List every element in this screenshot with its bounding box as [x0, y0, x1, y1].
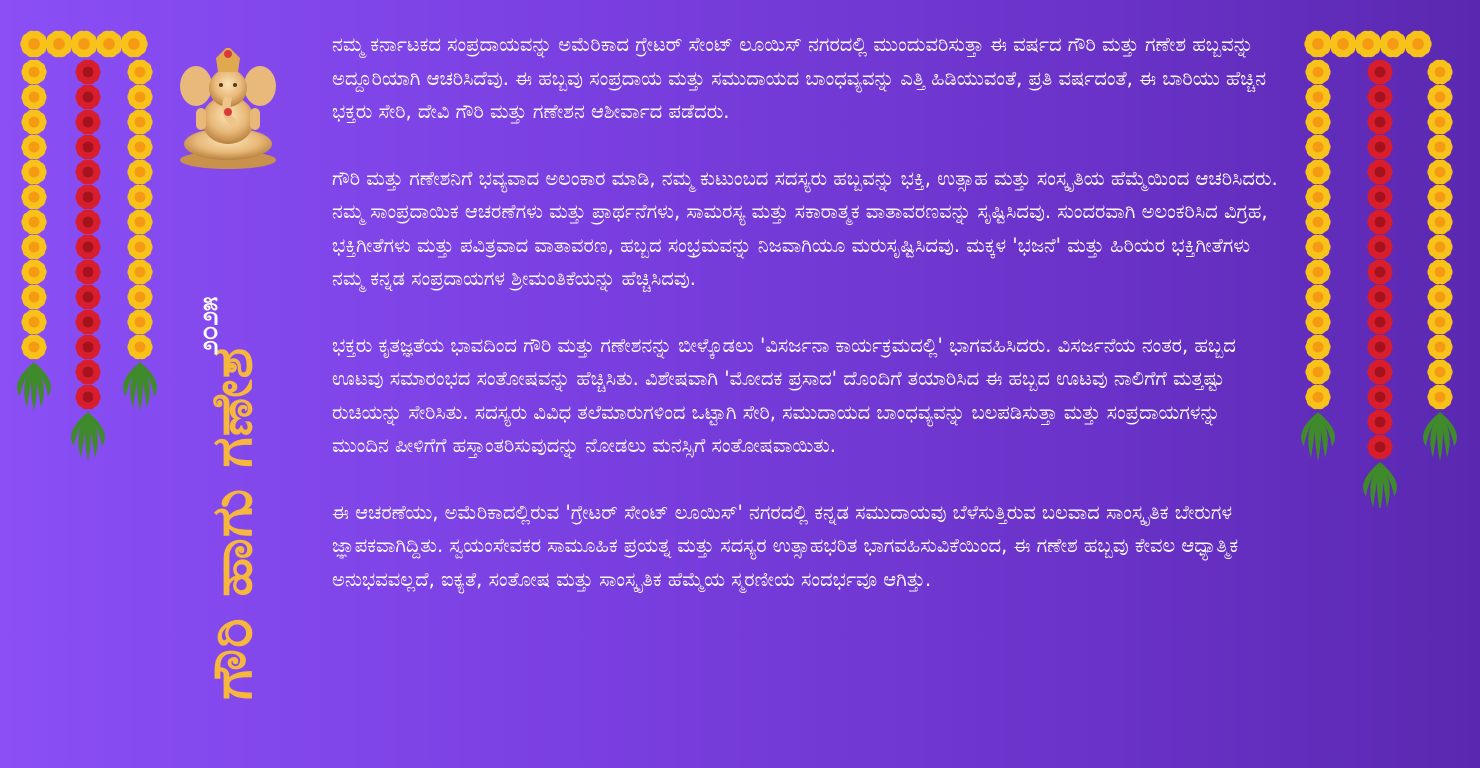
paragraph-1: ನಮ್ಮ ಕರ್ನಾಟಕದ ಸಂಪ್ರದಾಯವನ್ನು ಅಮೆರಿಕಾದ ಗ್ರೇಟರ್ ಸೇಂಟ್ ಲೂಯಿಸ್ ನಗರದಲ್ಲಿ ಮುಂದುವರಿಸುತ್ತಾ ಈ ವರ್ಷದ ಗೌರಿ ಮತ್ತು ಗಣೇಶ ಹಬ್ಬವನ್ನು ಅದ್ದೂರಿಯಾಗಿ ಆಚರಿಸಿದೆವು. ಈ ಹಬ್ಬವು ಸಂಪ್ರದಾಯ ಮತ್ತು ಸಮುದಾಯದ ಬಾಂಧವ್ಯವನ್ನು ಎತ್ತಿ ಹಿಡಿಯುವಂತೆ, ಪ್ರತಿ ವರ್ಷದಂತೆ, ಈ ಬಾರಿಯು ಹೆಚ್ಚಿನ ಭಕ್ತರು ಸೇರಿ, ದೇವಿ ಗೌರಿ ಮತ್ತು ಗಣೇಶನ ಆಶೀರ್ವಾದ ಪಡೆದರು.	[332, 33, 1267, 123]
paragraph-3: ಭಕ್ತರು ಕೃತಜ್ಞತೆಯ ಭಾವದಿಂದ ಗೌರಿ ಮತ್ತು ಗಣೇಶನನ್ನು ಬೀಳ್ಕೊಡಲು 'ವಿಸರ್ಜನಾ ಕಾರ್ಯಕ್ರಮದಲ್ಲಿ' ಭಾಗವಹಿಸಿದರು. ವಿಸರ್ಜನೆಯ ನಂತರ, ಹಬ್ಬದ ಊಟವು ಸಮಾರಂಭದ ಸಂತೋಷವನ್ನು ಹೆಚ್ಚಿಸಿತು. ವಿಶೇಷವಾಗಿ 'ಮೋದಕ ಪ್ರಸಾದ' ದೊಂದಿಗೆ ತಯಾರಿಸಿದ ಈ ಹಬ್ಬದ ಊಟವು ನಾಲಿಗೆಗೆ ಮತ್ತಷ್ಟು ರುಚಿಯನ್ನು ಸೇರಿಸಿತು. ಸದಸ್ಯರು ವಿವಿಧ ತಲೆಮಾರುಗಳಿಂದ ಒಟ್ಟಾಗಿ ಸೇರಿ, ಸಮುದಾಯದ ಬಾಂಧವ್ಯವನ್ನು ಬಲಪಡಿಸುತ್ತಾ ಮತ್ತು ಸಂಪ್ರದಾಯಗಳನ್ನು ಮುಂದಿನ ಪೀಳಿಗೆಗೆ ಹಸ್ತಾಂತರಿಸುವುದನ್ನು ನೋಡಲು ಮನಸ್ಸಿಗೆ ಸಂತೋಷವಾಯಿತು.	[332, 333, 1236, 457]
marigold-garland-right-icon	[1296, 28, 1460, 508]
paragraph-2: ಗೌರಿ ಮತ್ತು ಗಣೇಶನಿಗೆ ಭವ್ಯವಾದ ಅಲಂಕಾರ ಮಾಡಿ, ನಮ್ಮ ಕುಟುಂಬದ ಸದಸ್ಯರು ಹಬ್ಬವನ್ನು ಭಕ್ತಿ, ಉತ್ಸಾಹ ಮತ್ತು ಸಂಸ್ಕೃತಿಯ ಹೆಮ್ಮೆಯಿಂದ ಆಚರಿಸಿದರು. ನಮ್ಮ ಸಾಂಪ್ರದಾಯಿಕ ಆಚರಣೆಗಳು ಮತ್ತು ಪ್ರಾರ್ಥನೆಗಳು, ಸಾಮರಸ್ಯ ಮತ್ತು ಸಕಾರಾತ್ಮಕ ವಾತಾವರಣವನ್ನು ಸೃಷ್ಟಿಸಿದವು. ಸುಂದರವಾಗಿ ಅಲಂಕರಿಸಿದ ವಿಗ್ರಹ, ಭಕ್ತಿಗೀತೆಗಳು ಮತ್ತು ಪವಿತ್ರವಾದ ವಾತಾವರಣ, ಹಬ್ಬದ ಸಂಭ್ರಮವನ್ನು ನಿಜವಾಗಿಯೂ ಮರುಸೃಷ್ಟಿಸಿದವು. ಮಕ್ಕಳ 'ಭಜನೆ' ಮತ್ತು ಹಿರಿಯರ ಭಕ್ತಿಗೀತೆಗಳು ನಮ್ಮ ಕನ್ನಡ ಸಂಪ್ರದಾಯಗಳ ಶ್ರೀಮಂತಿಕೆಯನ್ನು ಹೆಚ್ಚಿಸಿದವು.	[332, 166, 1278, 290]
festival-title-main: ಗೌರಿ ಹಾಗು ಗಣೇಶ	[200, 346, 265, 700]
article-body	[332, 28, 1282, 596]
festival-title	[194, 296, 266, 701]
festival-year: ೨೦೨೫	[194, 296, 224, 355]
paragraph-4: ಈ ಆಚರಣೆಯು, ಅಮೆರಿಕಾದಲ್ಲಿರುವ 'ಗ್ರೇಟರ್ ಸೇಂಟ್ ಲೂಯಿಸ್' ನಗರದಲ್ಲಿ ಕನ್ನಡ ಸಮುದಾಯವು ಬೆಳೆಸುತ್ತಿರುವ ಬಲವಾದ ಸಾಂಸ್ಕೃತಿಕ ಬೇರುಗಳ ಜ್ಞಾಪಕವಾಗಿದ್ದಿತು. ಸ್ವಯಂಸೇವಕರ ಸಾಮೂಹಿಕ ಪ್ರಯತ್ನ ಮತ್ತು ಸದಸ್ಯರ ಉತ್ಸಾಹಭರಿತ ಭಾಗವಹಿಸುವಿಕೆಯಿಂದ, ಈ ಗಣೇಶ ಹಬ್ಬವು ಕೇವಲ ಆಧ್ಯಾತ್ಮಿಕ ಅನುಭವವಲ್ಲದೆ, ಐಕ್ಯತೆ, ಸಂತೋಷ ಮತ್ತು ಸಾಂಸ್ಕೃತಿಕ ಹೆಮ್ಮೆಯ ಸ್ಮರಣೀಯ ಸಂದರ್ಭವೂ ಆಗಿತ್ತು.	[332, 500, 1239, 591]
marigold-garland-left-icon	[10, 28, 160, 468]
ganesha-idol-icon	[176, 48, 280, 170]
